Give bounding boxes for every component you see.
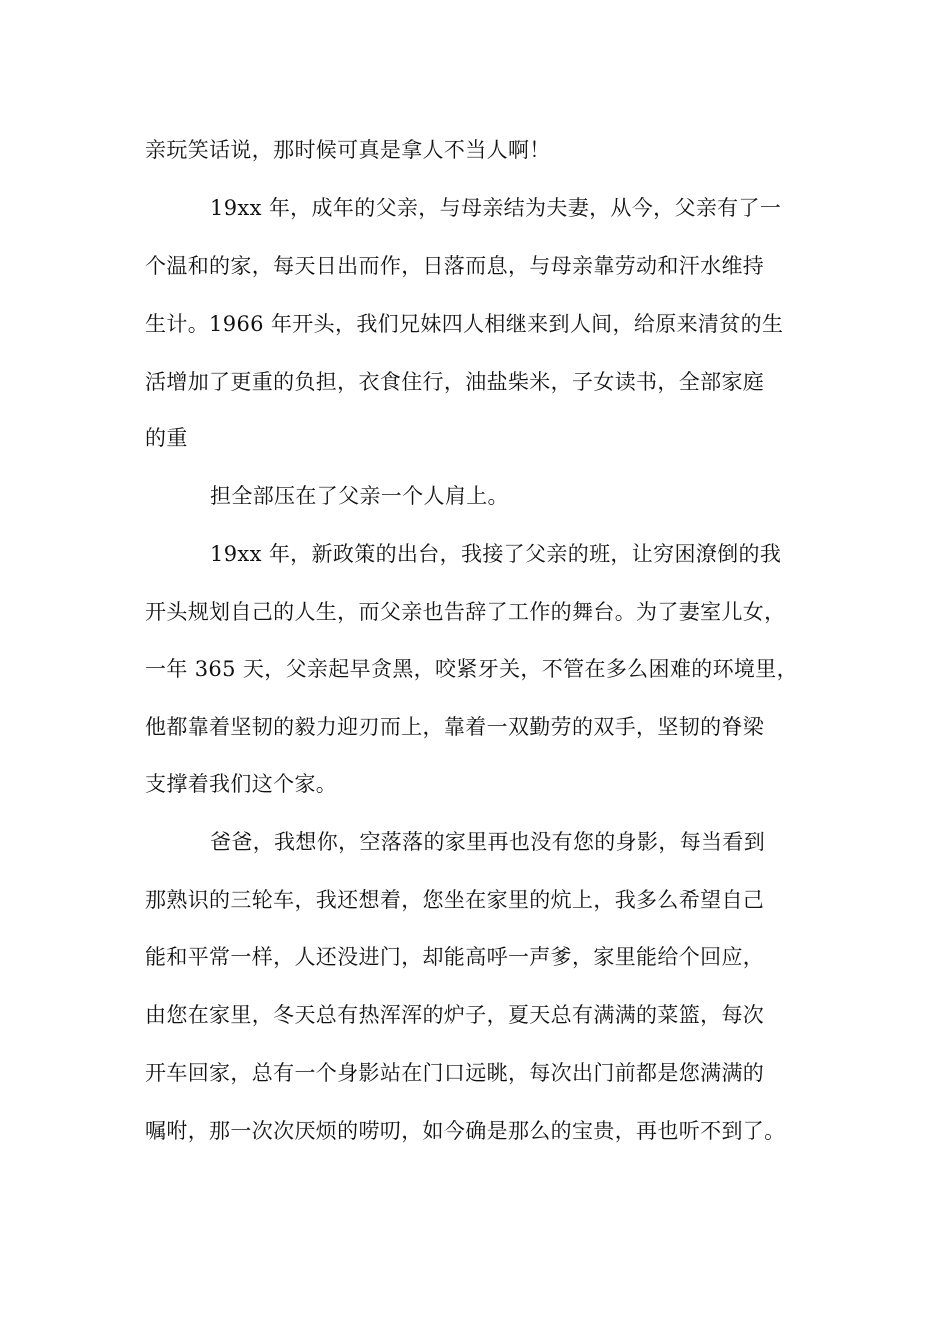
paragraph-first-line: 19xx 年，成年的父亲，与母亲结为夫妻，从今，父亲有了一	[210, 196, 782, 220]
paragraph-first-line: 19xx 年，新政策的出台，我接了父亲的班，让穷困潦倒的我	[210, 542, 782, 566]
text-line: 个温和的家，每天日出而作，日落而息，与母亲靠劳动和汗水维持	[145, 254, 765, 278]
text-line: 由您在家里，冬天总有热浑浑的炉子，夏天总有满满的菜篮，每次	[145, 1003, 765, 1027]
text-line: 开车回家，总有一个身影站在门口远眺，每次出门前都是您满满的	[145, 1061, 765, 1085]
text-line: 的重	[145, 426, 188, 450]
text-line: 生计。1966 年开头，我们兄妹四人相继来到人间，给原来清贫的生	[145, 312, 784, 336]
text-line: 支撑着我们这个家。	[145, 772, 338, 796]
text-line: 嘱咐，那一次次厌烦的唠叨，如今确是那么的宝贵，再也听不到了。	[145, 1119, 786, 1143]
text-line: 开头规划自己的人生，而父亲也告辞了工作的舞台。为了妻室儿女，	[145, 600, 786, 624]
text-line: 亲玩笑话说，那时候可真是拿人不当人啊！	[145, 138, 551, 162]
paragraph-first-line: 爸爸，我想你，空落落的家里再也没有您的身影，每当看到	[210, 830, 766, 854]
text-line: 那熟识的三轮车，我还想着，您坐在家里的炕上，我多么希望自己	[145, 888, 765, 912]
text-line: 他都靠着坚韧的毅力迎刃而上，靠着一双勤劳的双手，坚韧的脊梁	[145, 715, 765, 739]
paragraph-first-line: 担全部压在了父亲一个人肩上。	[210, 484, 509, 508]
text-line: 活增加了更重的负担，衣食住行，油盐柴米，子女读书，全部家庭	[145, 370, 765, 394]
text-line: 一年 365 天，父亲起早贪黑，咬紧牙关，不管在多么困难的环境里，	[145, 657, 798, 681]
text-line: 能和平常一样，人还没进门，却能高呼一声爹，家里能给个回应，	[145, 945, 765, 969]
